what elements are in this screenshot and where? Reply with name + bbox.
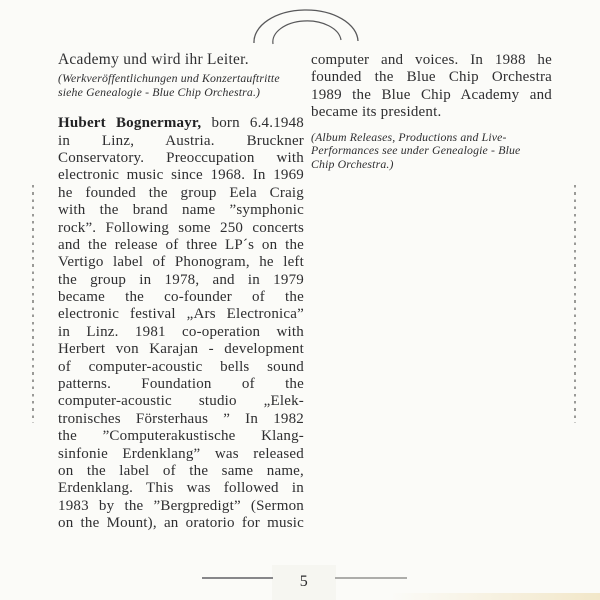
bio-line: Hubert Bognermayr, born 6.4.1948 bbox=[58, 115, 304, 132]
bio-line: became its president. bbox=[311, 104, 442, 121]
bio-paragraph bbox=[58, 115, 304, 532]
bio-line: and the release of three LP´s on the bbox=[58, 236, 304, 253]
bio-line: tronisches Försterhaus ” In 1982 bbox=[58, 410, 304, 427]
right-column bbox=[311, 52, 552, 171]
bio-line: the ”Computerakustische Klang- bbox=[58, 428, 304, 445]
bio-line: became the co-founder of the bbox=[58, 289, 304, 306]
bio-line: Vertigo label of Phonogram, he left bbox=[58, 254, 304, 271]
bio-line: Herbert von Karajan - development bbox=[58, 341, 304, 358]
footer-rule-left bbox=[202, 577, 273, 579]
bio-line: in Linz, Austria. Bruckner bbox=[58, 132, 304, 149]
bio-line: the group in 1978, and in 1979 bbox=[58, 271, 304, 288]
publication-note-line: (Werkveröffentlichungen und Konzertauftritte bbox=[58, 72, 280, 85]
bio-line: founded the Blue Chip Orchestra bbox=[311, 69, 552, 86]
bio-line: electronic music since 1968. In 1969 bbox=[58, 167, 304, 184]
bio-line: on the label of the same name, bbox=[58, 463, 304, 479]
bio-continuation bbox=[311, 52, 552, 122]
page-number: 5 bbox=[299, 573, 309, 590]
bio-line: 1989 the Blue Chip Academy and bbox=[311, 86, 552, 103]
bio-line: he founded the group Eela Craig bbox=[58, 184, 304, 201]
footer-rule-right bbox=[335, 577, 407, 579]
bio-line: computer-acoustic studio „Elek- bbox=[58, 393, 304, 410]
album-note-line: Performances see under Genealogie - Blue bbox=[311, 144, 521, 158]
bio-line: in Linz. 1981 co-operation with bbox=[58, 323, 304, 340]
double-arc-ornament-icon bbox=[240, 0, 380, 50]
carryover-sentence: Academy und wird ihr Leiter. bbox=[58, 51, 249, 68]
album-note-line: Chip Orchestra.) bbox=[311, 157, 394, 171]
publication-note-line: siehe Genealogie - Blue Chip Orchestra.) bbox=[58, 85, 261, 99]
bio-line: of computer-acoustic bells sound bbox=[58, 358, 304, 375]
right-fold-mark-icon bbox=[574, 185, 576, 423]
bio-line: Erdenklang. This was followed in bbox=[58, 480, 304, 497]
bio-line: patterns. Foundation of the bbox=[58, 376, 304, 393]
bio-line: electronic festival „Ars Electronica” bbox=[58, 306, 304, 323]
bio-line: computer and voices. In 1988 he bbox=[311, 52, 552, 68]
bio-line: rock”. Following some 250 concerts bbox=[58, 219, 304, 236]
bio-line: sinfonie Erdenklang” was released bbox=[58, 445, 304, 462]
bio-line: on the Mount), an oratorio for music bbox=[58, 515, 304, 532]
album-note bbox=[311, 131, 552, 172]
left-column bbox=[58, 50, 304, 533]
bio-line: Conservatory. Preoccupation with bbox=[58, 149, 304, 166]
album-note-line: (Album Releases, Productions and Live- bbox=[311, 130, 507, 144]
scan-edge-tint bbox=[390, 593, 600, 600]
publication-note bbox=[58, 72, 304, 99]
bio-line: 1983 by the ”Bergpredigt” (Sermon bbox=[58, 497, 304, 514]
left-fold-mark-icon bbox=[32, 185, 34, 423]
bio-line: with the brand name ”symphonic bbox=[58, 202, 304, 219]
